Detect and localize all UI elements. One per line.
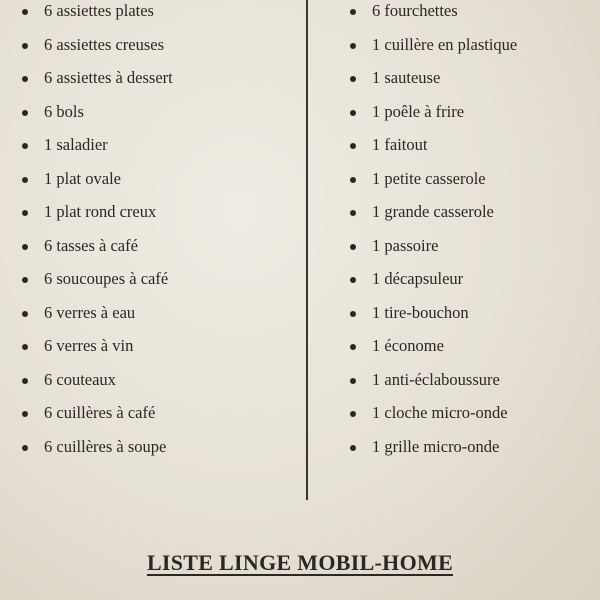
bullet-icon — [350, 378, 356, 384]
list-item-label: 1 tire-bouchon — [372, 302, 469, 322]
list-item-label: 1 passoire — [372, 235, 439, 255]
bullet-icon — [22, 445, 28, 451]
bullet-icon — [22, 143, 28, 149]
list-item-label: 6 verres à vin — [44, 336, 134, 355]
bullet-icon — [350, 311, 356, 317]
bullet-icon — [22, 244, 28, 250]
bullet-icon — [22, 311, 28, 317]
bullet-icon — [22, 110, 28, 116]
list-item-label: 6 couteaux — [44, 369, 116, 389]
list-item-label: 1 sauteuse — [372, 68, 441, 87]
bullet-icon — [350, 344, 356, 350]
bullet-icon — [350, 76, 356, 82]
list-item-label: 6 assiettes creuses — [44, 34, 165, 54]
bullet-icon — [22, 43, 28, 49]
list-item-label: 6 fourchettes — [372, 1, 458, 20]
bullet-icon — [22, 411, 28, 417]
column-divider — [306, 0, 308, 500]
bullet-icon — [22, 76, 28, 82]
list-item-label: 6 assiettes plates — [44, 1, 154, 20]
bullet-icon — [350, 210, 356, 216]
list-item-label: 6 cuillères à soupe — [44, 436, 167, 456]
bullet-icon — [350, 9, 356, 15]
bullet-icon — [350, 277, 356, 283]
list-item-label: 1 plat ovale — [44, 168, 121, 188]
list-item-label: 6 bols — [44, 101, 84, 121]
bullet-icon — [350, 445, 356, 451]
list-item-label: 6 cuillères à café — [44, 403, 156, 422]
bullet-icon — [350, 110, 356, 116]
bullet-icon — [22, 210, 28, 216]
list-item-label: 1 décapsuleur — [372, 269, 464, 288]
section-title-text: LISTE LINGE MOBIL-HOME — [146, 550, 454, 575]
bullet-icon — [350, 177, 356, 183]
bullet-icon — [22, 277, 28, 283]
bullet-icon — [350, 43, 356, 49]
bullet-icon — [350, 244, 356, 250]
section-title — [0, 550, 600, 576]
bullet-icon — [22, 378, 28, 384]
bullet-icon — [22, 344, 28, 350]
list-item-label: 6 tasses à café — [44, 235, 138, 255]
list-item-label: 1 saladier — [44, 135, 108, 154]
list-item-label: 6 soucoupes à café — [44, 269, 169, 288]
list-item-label: 1 plat rond creux — [44, 202, 157, 221]
list-item-label: 1 cuillère en plastique — [372, 34, 518, 54]
bullet-icon — [22, 177, 28, 183]
list-item-label: 6 assiettes à dessert — [44, 68, 173, 87]
list-item-label: 1 anti-éclaboussure — [372, 369, 500, 389]
list-item-label: 1 faitout — [372, 135, 428, 154]
list-item-label: 1 poêle à frire — [372, 101, 465, 121]
bullet-icon — [350, 143, 356, 149]
list-item-label: 1 grille micro-onde — [372, 436, 500, 456]
list-item-label: 6 verres à eau — [44, 302, 136, 322]
list-item-label: 1 économe — [372, 336, 444, 355]
list-item-label: 1 cloche micro-onde — [372, 403, 508, 422]
bullet-icon — [350, 411, 356, 417]
list-item-label: 1 grande casserole — [372, 202, 494, 221]
list-item-label: 1 petite casserole — [372, 168, 486, 188]
bullet-icon — [22, 9, 28, 15]
